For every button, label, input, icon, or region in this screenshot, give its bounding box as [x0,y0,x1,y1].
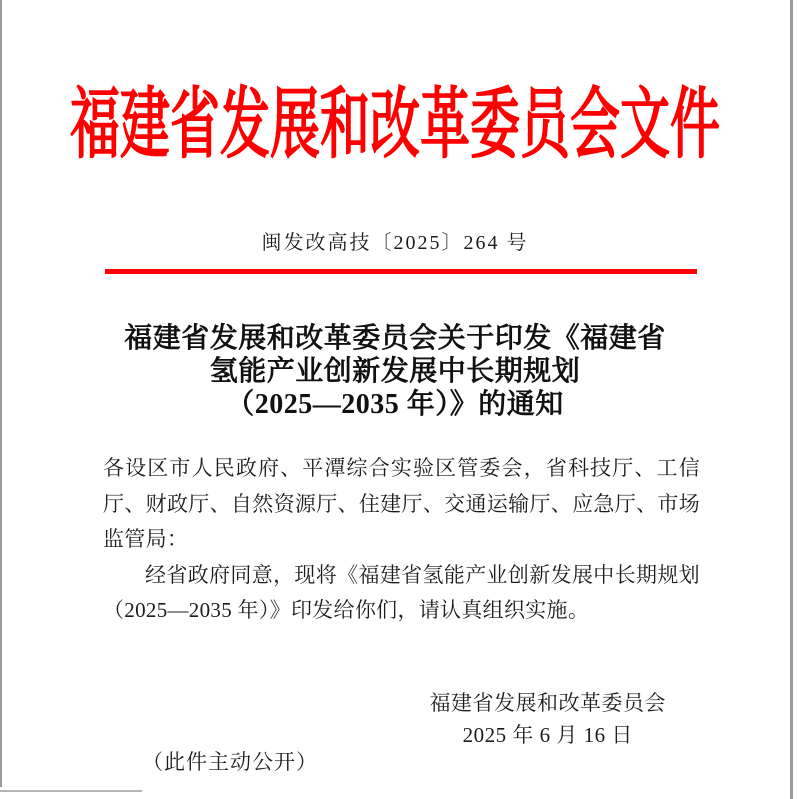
recipients-paragraph: 各设区市人民政府、平潭综合实验区管委会，省科技厅、工信厅、财政厅、自然资源厅、住建厅、交通运输厅、应急厅、市场监管局： [103,456,700,551]
notice-title-line-1: 福建省发展和改革委员会关于印发《福建省 [124,323,666,354]
document-number: 闽发改高技〔2025〕264 号 [261,232,529,254]
issuer-name: 福建省发展和改革委员会 [429,691,666,715]
letterhead-title: 福建省发展和改革委员会文件 [70,80,720,168]
signature-block [430,687,667,751]
notice-title [0,322,790,421]
issue-date: 2025 年 6 月 16 日 [462,723,633,747]
page-edge-left [0,0,2,787]
red-divider-line [105,269,697,274]
notice-title-line-2: 氢能产业创新发展中长期规划 [209,356,581,387]
notice-title-line-3: （2025—2035 年）》的通知 [226,389,564,420]
page-edge-right [790,0,793,799]
notice-paragraph: 经省政府同意，现将《福建省氢能产业创新发展中长期规划（2025—2035 年）》印发给你们，请认真组织实施。 [103,562,700,622]
public-disclosure-note: （此件主动公开） [142,750,318,774]
page-edge-bottom [0,790,142,792]
document-body [103,451,700,629]
